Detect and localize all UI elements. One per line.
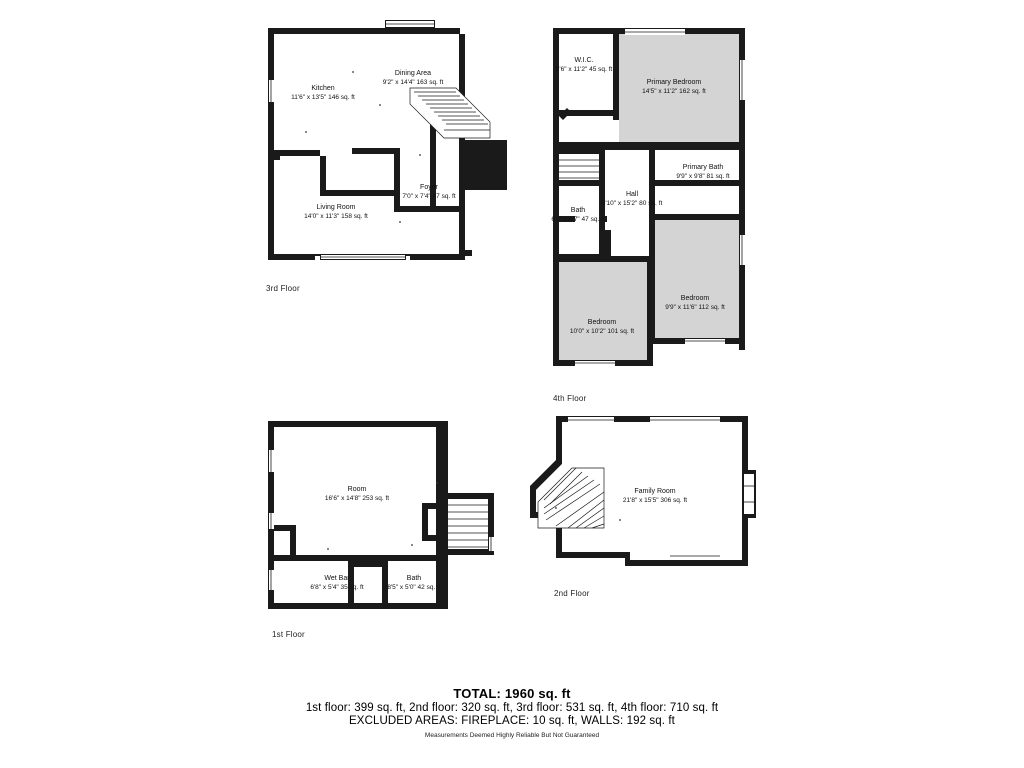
room-label-primary-bath: Primary Bath 9'9" x 9'8" 81 sq. ft [676, 164, 730, 180]
floor-label-1st-floor: 1st Floor [272, 630, 305, 639]
floor-label-2nd-floor: 2nd Floor [554, 589, 590, 598]
room-label-bedroom-1: Bedroom 10'0" x 10'2" 101 sq. ft [569, 319, 635, 335]
room-label-room: Room 16'6" x 14'8" 253 sq. ft [324, 486, 390, 502]
total-area: TOTAL: 1960 sq. ft [453, 686, 571, 701]
room-label-primary-bedroom: Primary Bedroom 14'5" x 11'2" 162 sq. ft [642, 79, 706, 95]
room-label-bath-4th: Bath 6'0" x 8'7" 47 sq. ft [551, 207, 605, 223]
disclaimer: Measurements Deemed Highly Reliable But Not Guaranteed [424, 732, 600, 739]
floor-breakdown: 1st floor: 399 sq. ft, 2nd floor: 320 sq. ft, 3rd floor: 531 sq. ft, 4th floor: 710 sq. ft [305, 702, 719, 714]
summary-block [0, 686, 1024, 739]
room-label-kitchen: Kitchen 11'6" x 13'5" 146 sq. ft [291, 85, 355, 101]
room-label-bath-1st: Bath 8'5" x 5'0" 42 sq. ft [387, 575, 441, 591]
room-label-bedroom-2: Bedroom 9'9" x 11'6" 112 sq. ft [665, 295, 725, 311]
excluded-areas: EXCLUDED AREAS: FIREPLACE: 10 sq. ft, WALLS: 192 sq. ft [349, 715, 675, 727]
room-label-family-room: Family Room 21'8" x 15'5" 306 sq. ft [622, 488, 688, 504]
third-floor-drawing [260, 10, 520, 280]
room-label-wic: W.I.C. 5'6" x 11'2" 45 sq. ft [555, 57, 613, 73]
room-label-dining-area: Dining Area 9'2" x 14'4" 163 sq. ft [382, 70, 444, 86]
room-label-hall: Hall 5'10" x 15'2" 80 sq. ft [601, 191, 663, 207]
floor-plan-3rd-floor [260, 10, 520, 280]
floor-label-3rd-floor: 3rd Floor [266, 284, 300, 293]
room-label-living-room: Living Room 14'0" x 11'3" 158 sq. ft [304, 204, 368, 220]
floor-label-4th-floor: 4th Floor [553, 394, 587, 403]
room-label-foyer: Foyer 7'0" x 7'4" 47 sq. ft [402, 184, 456, 200]
room-label-wet-bar: Wet Bar 6'8" x 5'4" 35 sq. ft [310, 575, 364, 591]
